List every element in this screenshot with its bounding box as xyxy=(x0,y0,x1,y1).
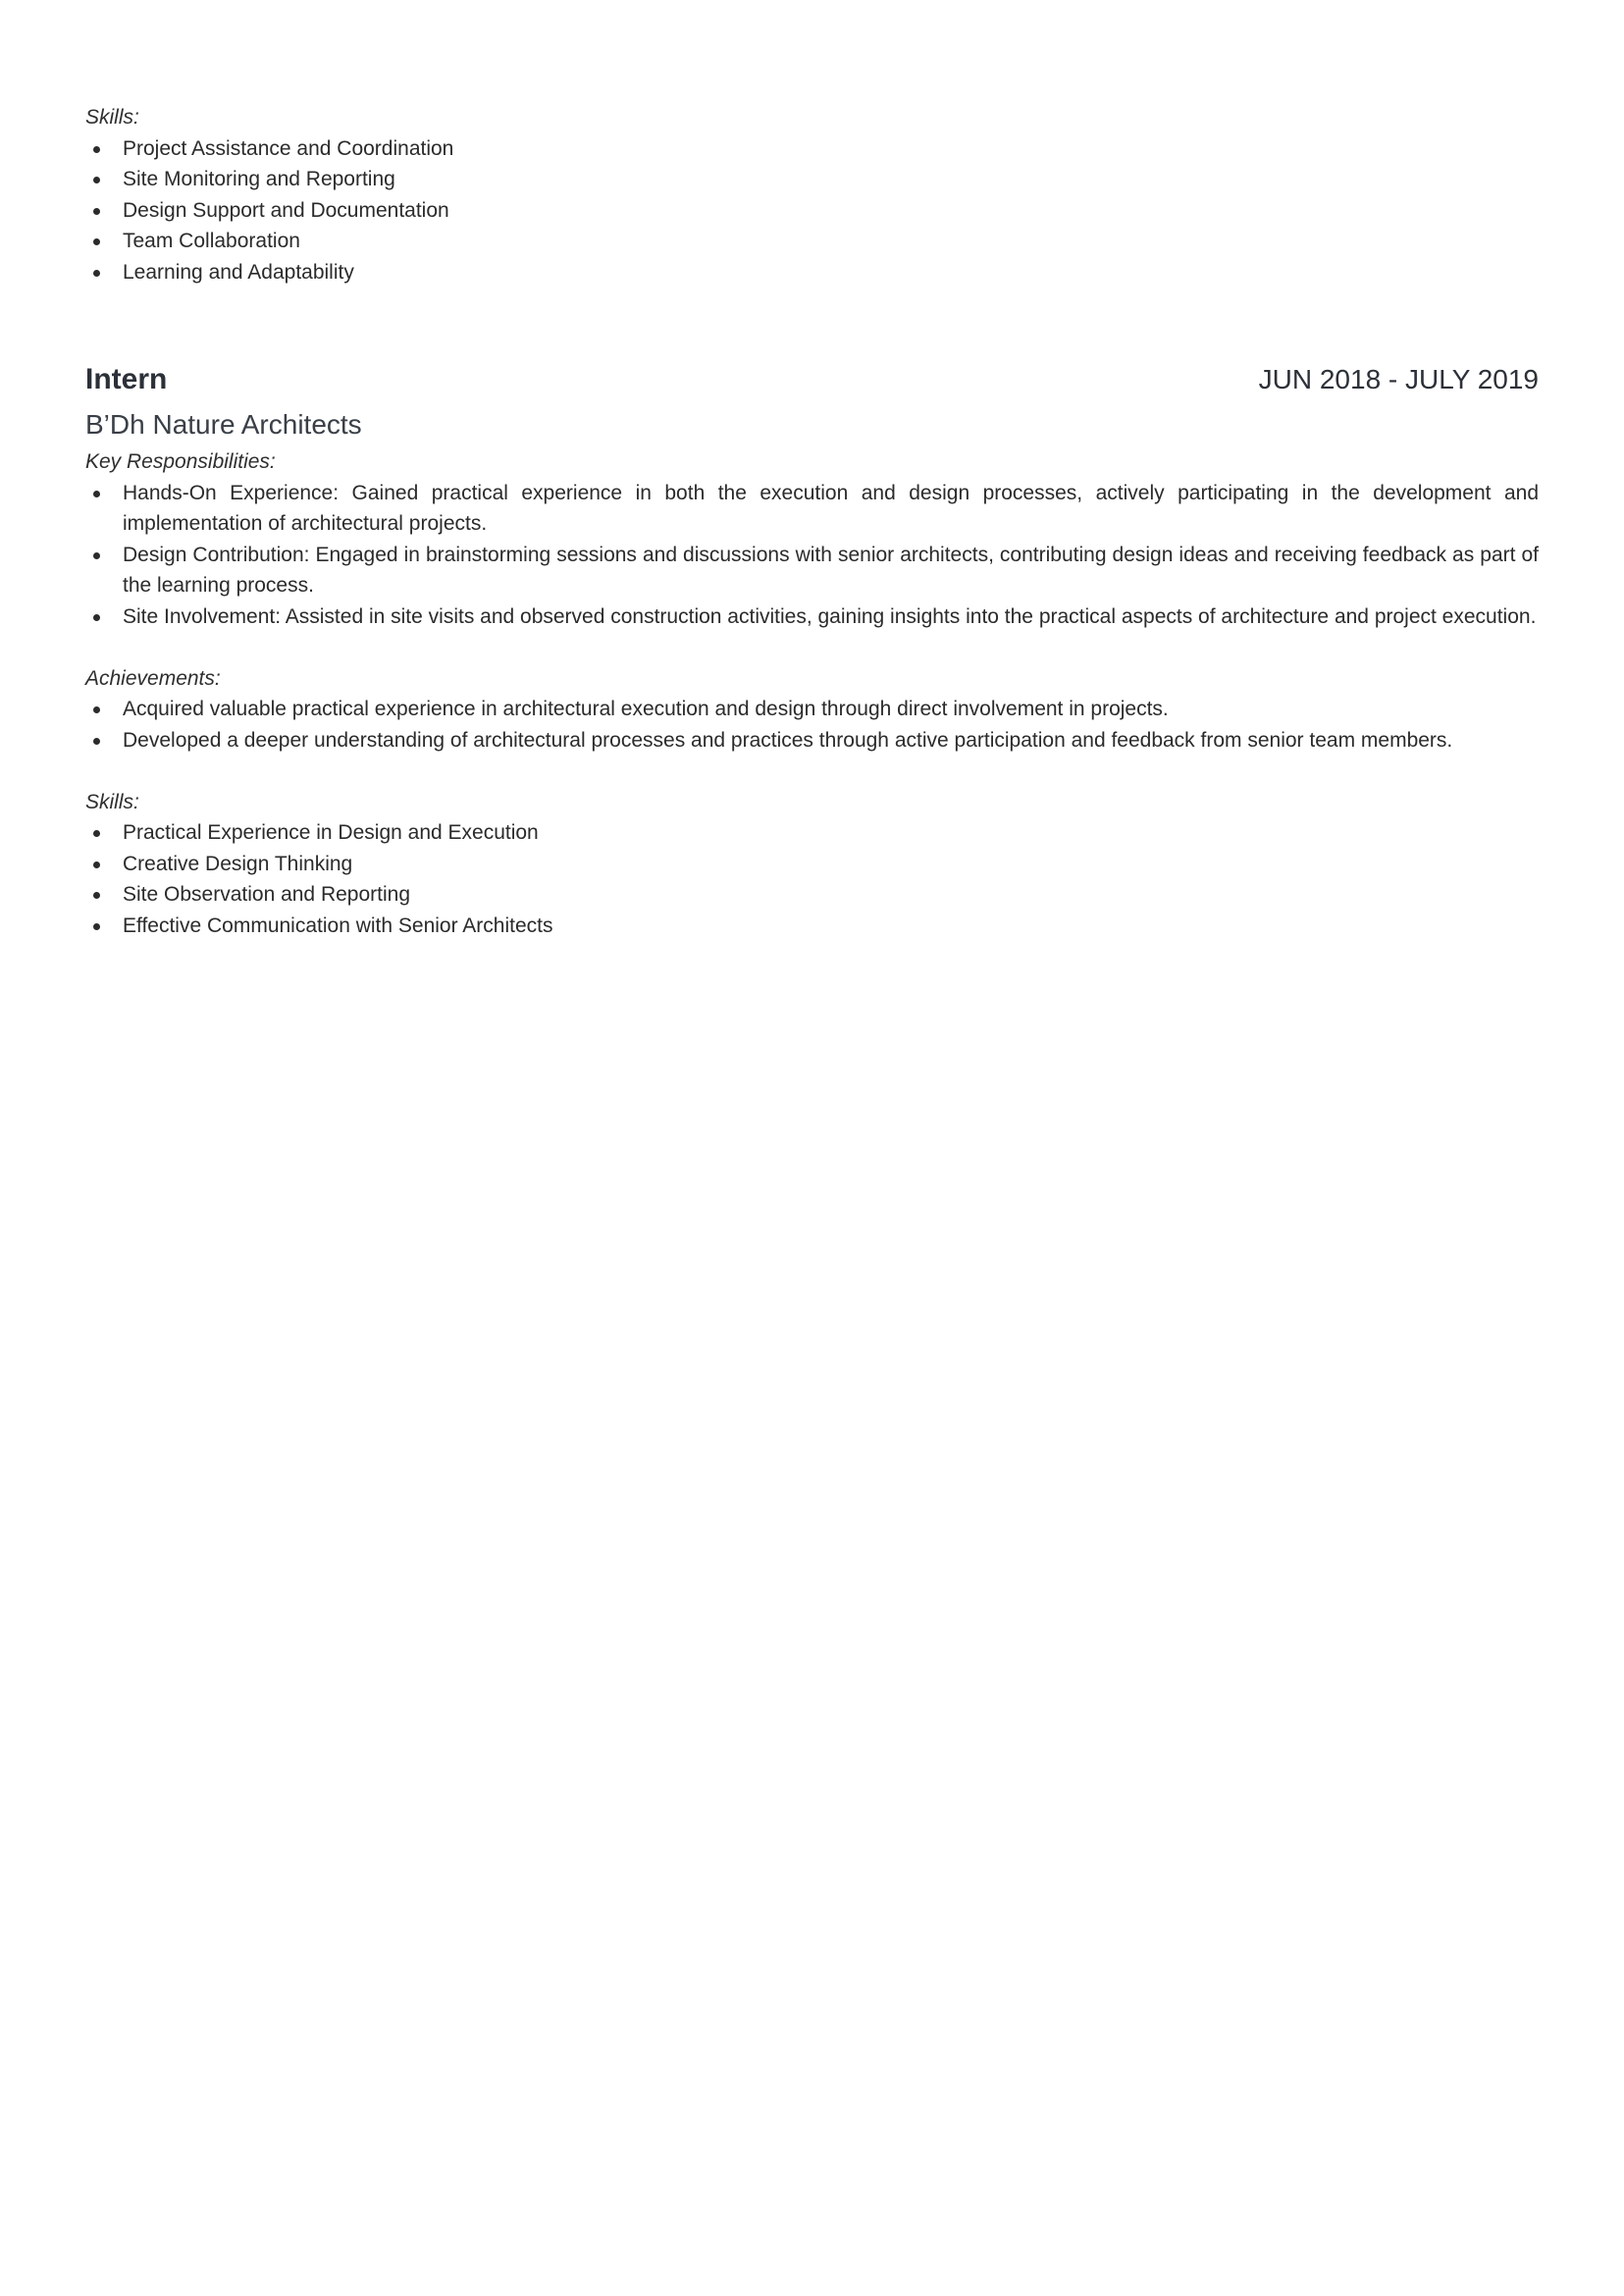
list-item: Acquired valuable practical experience in architectural execution and design through direct involvement in projects. xyxy=(85,694,1539,725)
list-item: Site Observation and Reporting xyxy=(85,879,1539,911)
spacer xyxy=(85,756,1539,787)
responsibilities-label: Key Responsibilities: xyxy=(85,450,276,473)
list-item: Design Support and Documentation xyxy=(85,195,1539,227)
list-item: Design Contribution: Engaged in brainstorming sessions and discussions with senior architects, contributing design ideas and receiving feedback as part of the learning process. xyxy=(85,540,1539,601)
bullet-icon xyxy=(93,738,100,745)
list-item: Site Monitoring and Reporting xyxy=(85,164,1539,195)
list-item: Effective Communication with Senior Architects xyxy=(85,911,1539,942)
skills-list xyxy=(85,817,1539,941)
bullet-icon xyxy=(93,146,100,153)
list-item: Creative Design Thinking xyxy=(85,849,1539,880)
achievements-list xyxy=(85,694,1539,756)
prev-job-skills-section xyxy=(85,102,1539,287)
list-item: Practical Experience in Design and Execution xyxy=(85,817,1539,849)
bullet-icon xyxy=(93,892,100,899)
bullet-icon xyxy=(93,238,100,245)
list-item: Team Collaboration xyxy=(85,226,1539,257)
bullet-icon xyxy=(93,861,100,868)
bullet-icon xyxy=(93,491,100,497)
bullet-icon xyxy=(93,923,100,930)
bullet-icon xyxy=(93,614,100,621)
intern-job-section xyxy=(85,360,1539,941)
bullet-icon xyxy=(93,177,100,183)
bullet-icon xyxy=(93,208,100,215)
achievements-label: Achievements: xyxy=(85,666,221,690)
job-header xyxy=(85,360,1539,399)
company-name: B’Dh Nature Architects xyxy=(85,409,362,440)
skills-label: Skills: xyxy=(85,106,139,129)
bullet-icon xyxy=(93,706,100,713)
responsibilities-list xyxy=(85,478,1539,633)
bullet-icon xyxy=(93,830,100,837)
list-item: Project Assistance and Coordination xyxy=(85,133,1539,165)
spacer xyxy=(85,632,1539,663)
list-item: Learning and Adaptability xyxy=(85,257,1539,288)
job-dates: JUN 2018 - JULY 2019 xyxy=(1258,364,1539,394)
bullet-icon xyxy=(93,270,100,277)
list-item: Site Involvement: Assisted in site visits and observed construction activities, gaining insights into the practical aspects of architecture and project execution. xyxy=(85,601,1539,633)
bullet-icon xyxy=(93,552,100,559)
list-item: Hands-On Experience: Gained practical experience in both the execution and design processes, actively participating in the development and implementation of architectural projects. xyxy=(85,478,1539,540)
list-item: Developed a deeper understanding of architectural processes and practices through active participation and feedback from senior team members. xyxy=(85,725,1539,757)
skills-label: Skills: xyxy=(85,790,139,813)
job-title: Intern xyxy=(85,363,168,395)
skills-list xyxy=(85,133,1539,288)
